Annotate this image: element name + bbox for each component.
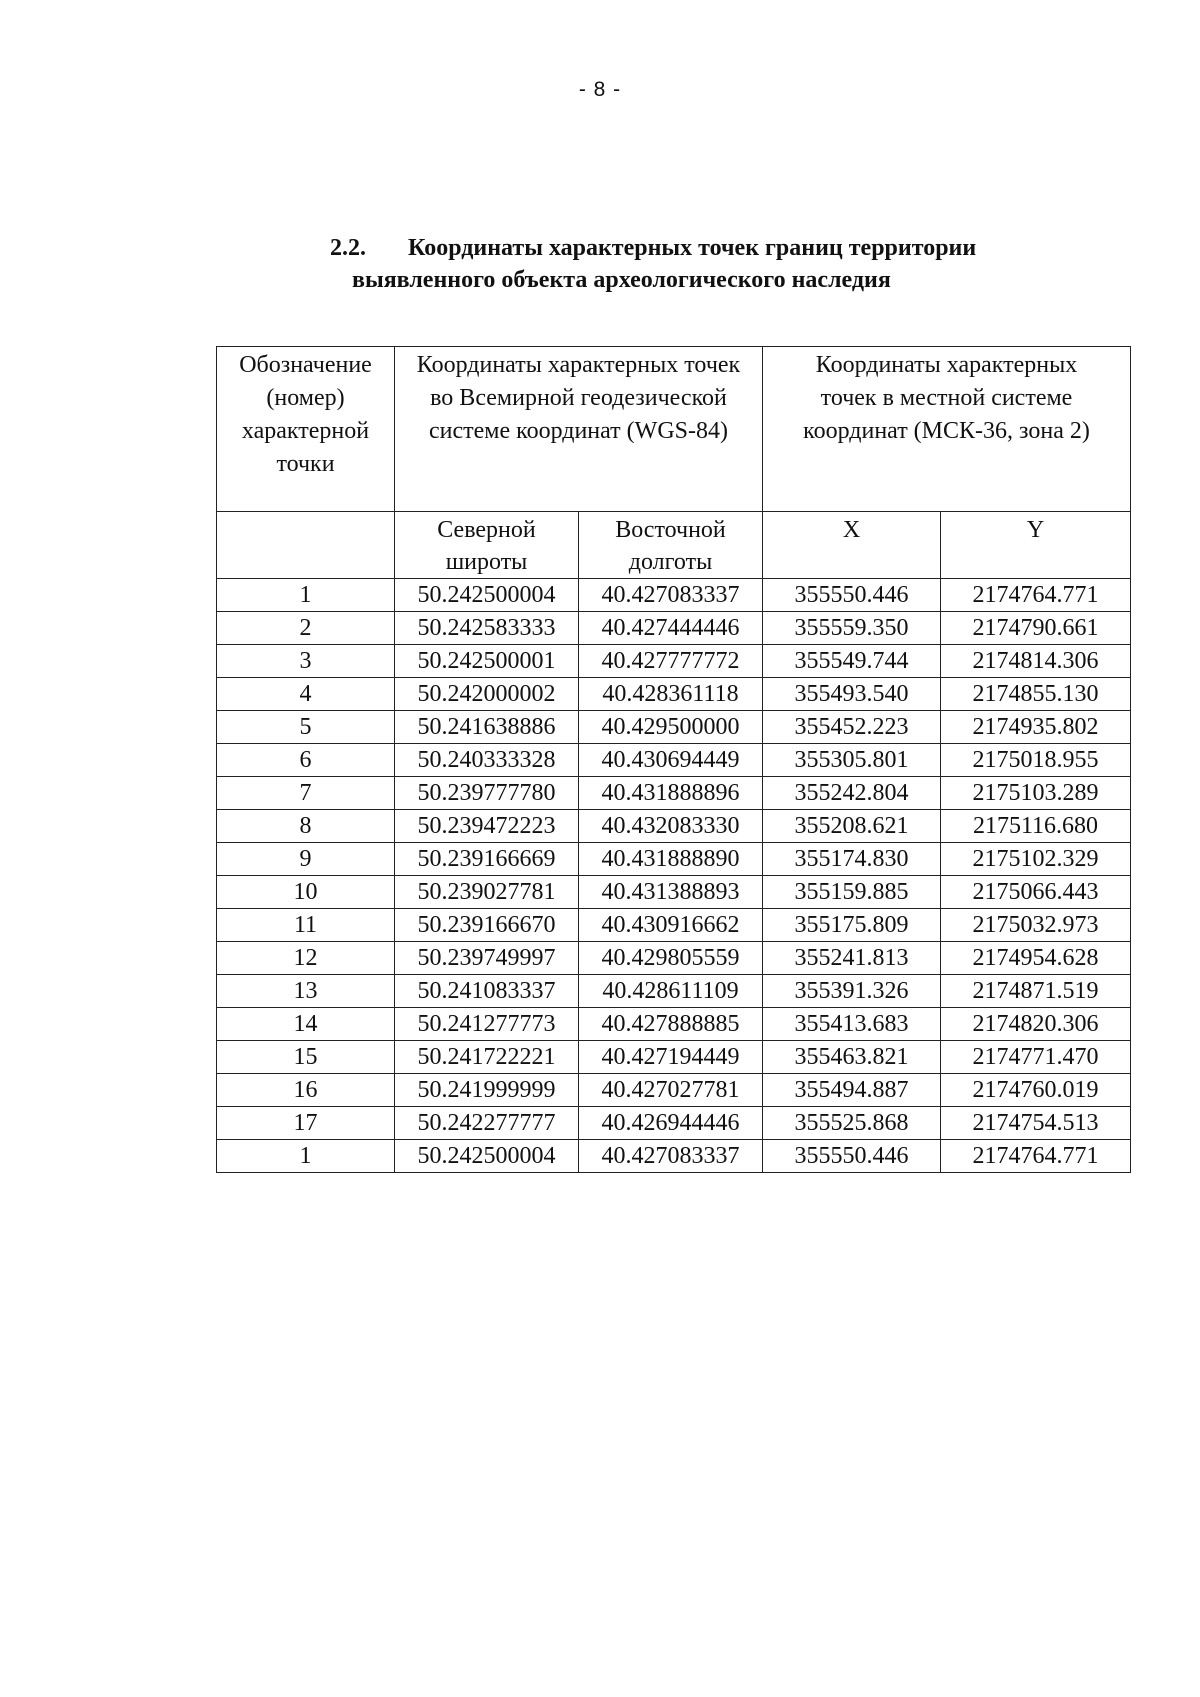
header-msk36: Координаты характерных точек в местной системе координат (МСК-36, зона 2) [763, 347, 1131, 512]
cell-latitude: 50.242500001 [395, 645, 579, 678]
table-row [217, 1008, 1131, 1041]
cell-y: 2174814.306 [941, 645, 1131, 678]
cell-latitude: 50.241999999 [395, 1074, 579, 1107]
cell-x: 355175.809 [763, 909, 941, 942]
table-row [217, 579, 1131, 612]
cell-latitude: 50.242500004 [395, 1140, 579, 1173]
cell-point-number: 12 [217, 942, 395, 975]
cell-point-number: 17 [217, 1107, 395, 1140]
cell-point-number: 15 [217, 1041, 395, 1074]
table-header-row [217, 347, 1131, 512]
cell-point-number: 9 [217, 843, 395, 876]
cell-point-number: 2 [217, 612, 395, 645]
cell-x: 355159.885 [763, 876, 941, 909]
subheader-empty [217, 512, 395, 579]
cell-x: 355550.446 [763, 1140, 941, 1173]
cell-longitude: 40.427888885 [579, 1008, 763, 1041]
table-row [217, 678, 1131, 711]
cell-longitude: 40.427777772 [579, 645, 763, 678]
cell-longitude: 40.427083337 [579, 1140, 763, 1173]
cell-latitude: 50.239027781 [395, 876, 579, 909]
cell-y: 2174760.019 [941, 1074, 1131, 1107]
table-row [217, 810, 1131, 843]
cell-point-number: 1 [217, 1140, 395, 1173]
cell-longitude: 40.429500000 [579, 711, 763, 744]
section-number: 2.2. [330, 235, 366, 261]
cell-y: 2174790.661 [941, 612, 1131, 645]
cell-y: 2175032.973 [941, 909, 1131, 942]
section-title-line1: Координаты характерных точек границ территории [408, 235, 977, 261]
cell-latitude: 50.241638886 [395, 711, 579, 744]
cell-latitude: 50.239472223 [395, 810, 579, 843]
cell-x: 355463.821 [763, 1041, 941, 1074]
cell-longitude: 40.426944446 [579, 1107, 763, 1140]
table-subheader-row [217, 512, 1131, 579]
table-row [217, 1140, 1131, 1173]
cell-latitude: 50.242500004 [395, 579, 579, 612]
cell-point-number: 7 [217, 777, 395, 810]
cell-longitude: 40.427444446 [579, 612, 763, 645]
cell-y: 2174820.306 [941, 1008, 1131, 1041]
cell-latitude: 50.242277777 [395, 1107, 579, 1140]
cell-longitude: 40.428361118 [579, 678, 763, 711]
cell-y: 2175103.289 [941, 777, 1131, 810]
cell-point-number: 14 [217, 1008, 395, 1041]
table-row [217, 876, 1131, 909]
table-row [217, 975, 1131, 1008]
table-row [217, 1074, 1131, 1107]
cell-x: 355413.683 [763, 1008, 941, 1041]
cell-point-number: 10 [217, 876, 395, 909]
cell-longitude: 40.431888896 [579, 777, 763, 810]
cell-x: 355208.621 [763, 810, 941, 843]
cell-longitude: 40.427083337 [579, 579, 763, 612]
cell-latitude: 50.240333328 [395, 744, 579, 777]
cell-point-number: 16 [217, 1074, 395, 1107]
cell-longitude: 40.430916662 [579, 909, 763, 942]
subheader-longitude: Восточной долготы [579, 512, 763, 579]
cell-y: 2175116.680 [941, 810, 1131, 843]
section-title-line2: выявленного объекта археологического наследия [352, 267, 891, 293]
cell-point-number: 6 [217, 744, 395, 777]
table-row [217, 1041, 1131, 1074]
cell-y: 2175102.329 [941, 843, 1131, 876]
table-body [217, 579, 1131, 1173]
cell-longitude: 40.427027781 [579, 1074, 763, 1107]
cell-longitude: 40.427194449 [579, 1041, 763, 1074]
cell-point-number: 8 [217, 810, 395, 843]
cell-x: 355242.804 [763, 777, 941, 810]
subheader-y: Y [941, 512, 1131, 579]
cell-y: 2174935.802 [941, 711, 1131, 744]
cell-y: 2174954.628 [941, 942, 1131, 975]
cell-x: 355391.326 [763, 975, 941, 1008]
cell-longitude: 40.432083330 [579, 810, 763, 843]
cell-longitude: 40.430694449 [579, 744, 763, 777]
cell-longitude: 40.431388893 [579, 876, 763, 909]
cell-x: 355494.887 [763, 1074, 941, 1107]
cell-y: 2174764.771 [941, 579, 1131, 612]
cell-latitude: 50.241722221 [395, 1041, 579, 1074]
cell-x: 355493.540 [763, 678, 941, 711]
table-row [217, 744, 1131, 777]
cell-latitude: 50.242583333 [395, 612, 579, 645]
cell-point-number: 4 [217, 678, 395, 711]
cell-latitude: 50.241277773 [395, 1008, 579, 1041]
table-row [217, 909, 1131, 942]
cell-x: 355525.868 [763, 1107, 941, 1140]
cell-x: 355174.830 [763, 843, 941, 876]
section-heading [330, 232, 1130, 296]
table-row [217, 645, 1131, 678]
cell-longitude: 40.428611109 [579, 975, 763, 1008]
subheader-x: X [763, 512, 941, 579]
table-row [217, 612, 1131, 645]
cell-latitude: 50.239749997 [395, 942, 579, 975]
cell-point-number: 11 [217, 909, 395, 942]
table-row [217, 1107, 1131, 1140]
cell-y: 2175018.955 [941, 744, 1131, 777]
header-point-designation: Обозначение (номер) характерной точки [217, 347, 395, 512]
cell-point-number: 5 [217, 711, 395, 744]
cell-y: 2174771.470 [941, 1041, 1131, 1074]
page-number: - 8 - [578, 78, 622, 101]
cell-y: 2174764.771 [941, 1140, 1131, 1173]
cell-longitude: 40.429805559 [579, 942, 763, 975]
cell-latitude: 50.239166669 [395, 843, 579, 876]
cell-x: 355550.446 [763, 579, 941, 612]
cell-point-number: 13 [217, 975, 395, 1008]
cell-x: 355241.813 [763, 942, 941, 975]
cell-x: 355559.350 [763, 612, 941, 645]
cell-latitude: 50.242000002 [395, 678, 579, 711]
cell-point-number: 3 [217, 645, 395, 678]
cell-point-number: 1 [217, 579, 395, 612]
cell-y: 2175066.443 [941, 876, 1131, 909]
cell-latitude: 50.239166670 [395, 909, 579, 942]
cell-x: 355549.744 [763, 645, 941, 678]
cell-latitude: 50.239777780 [395, 777, 579, 810]
table-row [217, 942, 1131, 975]
coordinates-table [216, 346, 1131, 1173]
cell-latitude: 50.241083337 [395, 975, 579, 1008]
subheader-latitude: Северной широты [395, 512, 579, 579]
header-wgs84: Координаты характерных точек во Всемирной геодезической системе координат (WGS-84) [395, 347, 763, 512]
table-row [217, 711, 1131, 744]
cell-y: 2174855.130 [941, 678, 1131, 711]
table-row [217, 843, 1131, 876]
cell-x: 355452.223 [763, 711, 941, 744]
table-row [217, 777, 1131, 810]
cell-y: 2174754.513 [941, 1107, 1131, 1140]
cell-y: 2174871.519 [941, 975, 1131, 1008]
cell-x: 355305.801 [763, 744, 941, 777]
cell-longitude: 40.431888890 [579, 843, 763, 876]
